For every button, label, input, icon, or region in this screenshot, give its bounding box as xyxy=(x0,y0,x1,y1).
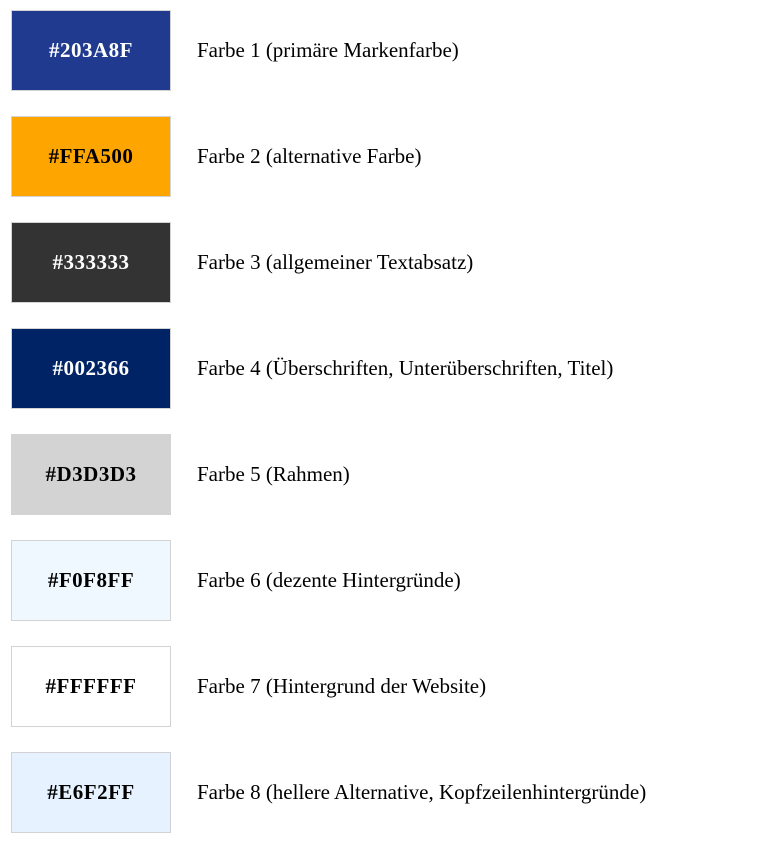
swatch-description: Farbe 2 (alternative Farbe) xyxy=(197,144,422,168)
color-swatch xyxy=(11,752,171,833)
swatch-hex-label: #D3D3D3 xyxy=(45,462,137,486)
color-swatch xyxy=(11,328,171,409)
swatch-hex-label: #F0F8FF xyxy=(47,568,135,592)
color-swatch xyxy=(11,222,171,303)
palette-row xyxy=(11,646,776,727)
swatch-description: Farbe 7 (Hintergrund der Website) xyxy=(197,674,487,698)
swatch-hex-label: #002366 xyxy=(52,356,130,380)
color-swatch xyxy=(11,10,171,91)
palette-row xyxy=(11,434,776,515)
palette-row xyxy=(11,10,776,91)
palette-row xyxy=(11,116,776,197)
color-swatch xyxy=(11,434,171,515)
color-swatch xyxy=(11,540,171,621)
swatch-hex-label: #333333 xyxy=(52,250,130,274)
swatch-description: Farbe 3 (allgemeiner Textabsatz) xyxy=(197,250,474,274)
palette-row xyxy=(11,328,776,409)
color-swatch xyxy=(11,116,171,197)
palette-row xyxy=(11,540,776,621)
swatch-hex-label: #FFA500 xyxy=(48,144,134,168)
swatch-hex-label: #E6F2FF xyxy=(47,780,135,804)
color-swatch xyxy=(11,646,171,727)
swatch-hex-label: #203A8F xyxy=(49,38,133,62)
swatch-description: Farbe 5 (Rahmen) xyxy=(197,462,350,486)
palette-row xyxy=(11,222,776,303)
swatch-description: Farbe 4 (Überschriften, Unterüberschriften, Titel) xyxy=(197,356,614,380)
swatch-description: Farbe 1 (primäre Markenfarbe) xyxy=(197,38,459,62)
swatch-description: Farbe 6 (dezente Hintergründe) xyxy=(197,568,461,592)
swatch-description: Farbe 8 (hellere Alternative, Kopfzeilenhintergründe) xyxy=(197,780,647,804)
swatch-hex-label: #FFFFFF xyxy=(45,674,137,698)
palette-row xyxy=(11,752,776,833)
